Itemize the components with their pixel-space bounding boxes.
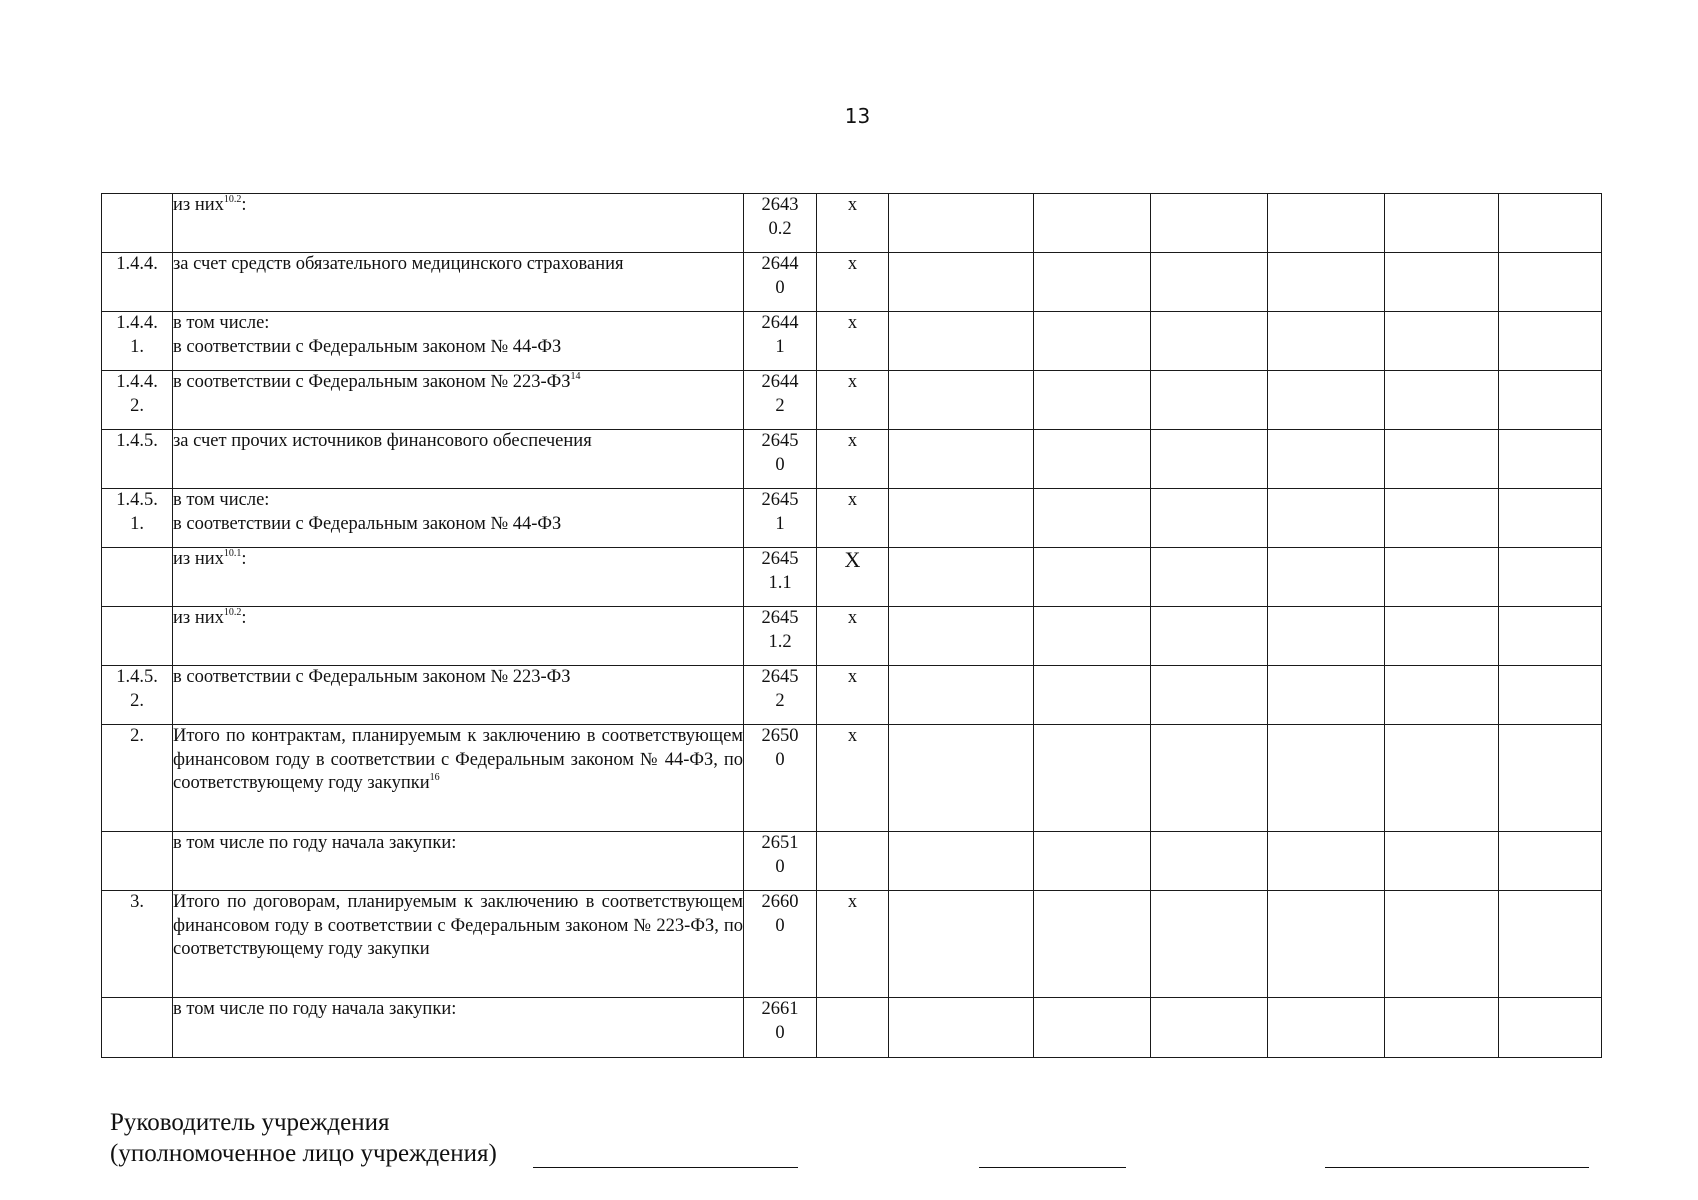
empty-value-cell — [1385, 548, 1499, 607]
row-description-line — [173, 336, 743, 360]
empty-value-cell — [1499, 430, 1602, 489]
row-code-part: 1.2 — [768, 631, 792, 652]
row-description-text: в соответствии с Федеральным законом № 44-ФЗ — [173, 336, 562, 357]
empty-value-cell — [1385, 998, 1499, 1058]
row-description-suffix: : — [241, 608, 247, 628]
row-code-part: 1.1 — [768, 572, 792, 593]
row-code-part: 2645 — [761, 431, 799, 451]
empty-value-cell — [1034, 430, 1151, 489]
row-code-part: 0 — [775, 454, 785, 475]
row-number-part: 1. — [130, 513, 144, 534]
row-number-cell — [102, 253, 173, 312]
row-number-cell — [102, 194, 173, 253]
row-description-line — [173, 489, 743, 513]
empty-value-cell — [1034, 371, 1151, 430]
row-number-cell — [102, 998, 173, 1058]
row-code-cell — [744, 312, 817, 371]
empty-value-cell — [1385, 891, 1499, 998]
row-code-part: 0 — [775, 277, 785, 298]
row-description-line — [173, 253, 743, 277]
data-table — [101, 193, 1602, 1058]
row-number-cell — [102, 607, 173, 666]
row-code-part: 2 — [775, 690, 785, 711]
empty-value-cell — [1034, 891, 1151, 998]
row-description-text: из них — [173, 195, 224, 215]
row-mark-cell: x — [817, 891, 889, 998]
row-code-cell — [744, 607, 817, 666]
empty-value-cell — [1151, 666, 1268, 725]
row-code-part: 0.2 — [768, 218, 792, 239]
row-code-cell — [744, 725, 817, 832]
row-number-part: 2. — [130, 395, 144, 416]
row-mark-cell — [817, 832, 889, 891]
row-description-cell — [173, 430, 744, 489]
row-code-cell — [744, 253, 817, 312]
row-code-part: 2 — [775, 395, 785, 416]
row-number-cell — [102, 891, 173, 998]
table-row — [102, 194, 1602, 253]
row-code-part: 2661 — [761, 999, 799, 1019]
empty-value-cell — [1268, 253, 1385, 312]
empty-value-cell — [1499, 371, 1602, 430]
empty-value-cell — [1034, 832, 1151, 891]
empty-value-cell — [1499, 725, 1602, 832]
row-description-text: Итого по контрактам, планируемым к заключению в соответствующем финансовом году в соответствии с Федеральным законом № 44-ФЗ, по соответствующему году закупки — [173, 726, 743, 793]
table-row — [102, 253, 1602, 312]
row-mark-cell: x — [817, 489, 889, 548]
empty-value-cell — [889, 312, 1034, 371]
empty-value-cell — [1151, 998, 1268, 1058]
empty-value-cell — [1385, 489, 1499, 548]
empty-value-cell — [1385, 194, 1499, 253]
row-mark-cell: x — [817, 371, 889, 430]
row-code-part: 2645 — [761, 667, 799, 687]
row-code-cell — [744, 430, 817, 489]
signature-title: Руководитель учреждения — [110, 1109, 390, 1136]
row-number-part: 2. — [130, 726, 144, 746]
row-code-cell — [744, 891, 817, 998]
empty-value-cell — [1034, 312, 1151, 371]
row-description-text: Итого по договорам, планируемым к заключению в соответствующем финансовом году в соответствии с Федеральным законом № 223-ФЗ, по соответствующему году закупки — [173, 892, 743, 959]
empty-value-cell — [1034, 998, 1151, 1058]
row-mark-cell: x — [817, 430, 889, 489]
empty-value-cell — [1034, 607, 1151, 666]
row-description-line — [173, 998, 743, 1022]
table-row — [102, 430, 1602, 489]
row-number-part: 1.4.4. — [116, 372, 158, 392]
empty-value-cell — [1151, 489, 1268, 548]
empty-value-cell — [1268, 312, 1385, 371]
page-number: 13 — [844, 104, 871, 128]
row-code-cell — [744, 998, 817, 1058]
table-row — [102, 607, 1602, 666]
footnote-ref: 16 — [429, 772, 440, 783]
row-code-part: 2644 — [761, 254, 799, 274]
row-description-suffix: : — [241, 549, 247, 569]
empty-value-cell — [1499, 666, 1602, 725]
empty-value-cell — [1268, 891, 1385, 998]
row-code-part: 2645 — [761, 490, 799, 510]
empty-value-cell — [889, 666, 1034, 725]
empty-value-cell — [1268, 194, 1385, 253]
empty-value-cell — [1151, 548, 1268, 607]
row-description-text: в том числе: — [173, 490, 270, 510]
empty-value-cell — [889, 725, 1034, 832]
row-description-cell — [173, 666, 744, 725]
row-code-part: 2644 — [761, 313, 799, 333]
row-description-line — [173, 194, 743, 218]
name-line — [1325, 1167, 1589, 1168]
row-description-cell — [173, 312, 744, 371]
empty-value-cell — [1268, 548, 1385, 607]
row-description-suffix: : — [241, 195, 247, 215]
empty-value-cell — [1499, 832, 1602, 891]
row-description-line — [173, 725, 743, 796]
row-code-part: 0 — [775, 915, 785, 936]
row-code-part: 1 — [775, 513, 785, 534]
row-description-line — [173, 548, 743, 572]
empty-value-cell — [1499, 891, 1602, 998]
empty-value-cell — [1385, 253, 1499, 312]
empty-value-cell — [1385, 832, 1499, 891]
row-number-cell — [102, 430, 173, 489]
row-number-cell — [102, 548, 173, 607]
table-row — [102, 725, 1602, 832]
empty-value-cell — [889, 548, 1034, 607]
row-mark-cell: x — [817, 312, 889, 371]
empty-value-cell — [1499, 607, 1602, 666]
footnote-ref: 14 — [570, 371, 581, 382]
table-row — [102, 832, 1602, 891]
empty-value-cell — [1499, 253, 1602, 312]
row-mark-cell: x — [817, 194, 889, 253]
row-description-cell — [173, 725, 744, 832]
row-code-part: 2643 — [761, 195, 799, 215]
footnote-ref: 10.2 — [223, 607, 242, 618]
row-number-cell — [102, 666, 173, 725]
row-mark-cell: X — [817, 548, 889, 607]
row-number-cell — [102, 312, 173, 371]
empty-value-cell — [889, 891, 1034, 998]
empty-value-cell — [1268, 430, 1385, 489]
row-code-part: 2645 — [761, 608, 799, 628]
row-number-cell — [102, 725, 173, 832]
row-number-part: 1.4.5. — [116, 667, 158, 687]
empty-value-cell — [1268, 725, 1385, 832]
empty-value-cell — [1034, 253, 1151, 312]
footnote-ref: 10.1 — [223, 548, 242, 559]
signature-line — [533, 1167, 798, 1168]
row-description-cell — [173, 998, 744, 1058]
row-description-text: в том числе по году начала закупки: — [173, 833, 457, 853]
empty-value-cell — [1385, 371, 1499, 430]
row-description-cell — [173, 194, 744, 253]
row-description-line — [173, 891, 743, 962]
empty-value-cell — [1034, 489, 1151, 548]
table-row — [102, 998, 1602, 1058]
row-mark-cell: x — [817, 666, 889, 725]
row-description-cell — [173, 371, 744, 430]
row-code-part: 2644 — [761, 372, 799, 392]
row-number-part: 1. — [130, 336, 144, 357]
signature-block — [110, 1107, 497, 1169]
empty-value-cell — [889, 430, 1034, 489]
table-body — [102, 194, 1602, 1058]
empty-value-cell — [1499, 489, 1602, 548]
row-mark-cell: x — [817, 607, 889, 666]
table-row — [102, 891, 1602, 998]
row-description-line — [173, 312, 743, 336]
row-mark-cell: x — [817, 725, 889, 832]
row-code-part: 2650 — [761, 726, 799, 746]
empty-value-cell — [1034, 194, 1151, 253]
row-code-part: 2660 — [761, 892, 799, 912]
row-description-cell — [173, 832, 744, 891]
row-description-cell — [173, 253, 744, 312]
row-code-part: 0 — [775, 856, 785, 877]
empty-value-cell — [1499, 548, 1602, 607]
row-description-text: в соответствии с Федеральным законом № 44-ФЗ — [173, 513, 562, 534]
empty-value-cell — [1268, 998, 1385, 1058]
row-number-part: 1.4.4. — [116, 254, 158, 274]
row-number-part: 1.4.4. — [116, 313, 158, 333]
row-code-cell — [744, 548, 817, 607]
empty-value-cell — [1151, 891, 1268, 998]
empty-value-cell — [889, 607, 1034, 666]
row-code-cell — [744, 194, 817, 253]
row-code-cell — [744, 489, 817, 548]
row-code-part: 0 — [775, 1022, 785, 1043]
empty-value-cell — [1385, 725, 1499, 832]
signature-short-line — [979, 1167, 1126, 1168]
row-description-line — [173, 666, 743, 690]
row-code-cell — [744, 832, 817, 891]
table-row — [102, 312, 1602, 371]
empty-value-cell — [1151, 371, 1268, 430]
table-row — [102, 548, 1602, 607]
empty-value-cell — [1151, 253, 1268, 312]
row-description-text: из них — [173, 549, 224, 569]
row-number-cell — [102, 371, 173, 430]
row-description-line — [173, 371, 743, 395]
empty-value-cell — [1499, 312, 1602, 371]
empty-value-cell — [889, 489, 1034, 548]
row-description-line — [173, 430, 743, 454]
row-number-part: 1.4.5. — [116, 490, 158, 510]
row-code-part: 2651 — [761, 833, 799, 853]
signature-subtitle: (уполномоченное лицо учреждения) — [110, 1140, 497, 1167]
empty-value-cell — [889, 253, 1034, 312]
empty-value-cell — [1151, 312, 1268, 371]
empty-value-cell — [1268, 666, 1385, 725]
row-description-text: из них — [173, 608, 224, 628]
empty-value-cell — [1034, 725, 1151, 832]
row-description-cell — [173, 607, 744, 666]
empty-value-cell — [1151, 725, 1268, 832]
row-description-text: в соответствии с Федеральным законом № 223-ФЗ — [173, 667, 571, 687]
empty-value-cell — [889, 194, 1034, 253]
footnote-ref: 10.2 — [223, 194, 242, 205]
row-code-part: 1 — [775, 336, 785, 357]
empty-value-cell — [1151, 607, 1268, 666]
empty-value-cell — [1499, 998, 1602, 1058]
row-code-cell — [744, 371, 817, 430]
table-row — [102, 666, 1602, 725]
empty-value-cell — [1268, 371, 1385, 430]
empty-value-cell — [889, 371, 1034, 430]
row-number-part: 3. — [130, 892, 144, 912]
empty-value-cell — [1499, 194, 1602, 253]
row-description-cell — [173, 489, 744, 548]
table-row — [102, 371, 1602, 430]
empty-value-cell — [1268, 489, 1385, 548]
row-code-part: 0 — [775, 749, 785, 770]
row-description-text: в том числе по году начала закупки: — [173, 999, 457, 1019]
empty-value-cell — [1151, 194, 1268, 253]
row-description-cell — [173, 548, 744, 607]
row-description-text: за счет средств обязательного медицинского страхования — [173, 254, 624, 274]
row-code-part: 2645 — [761, 549, 799, 569]
row-description-line — [173, 832, 743, 856]
empty-value-cell — [1385, 430, 1499, 489]
row-mark-cell: x — [817, 253, 889, 312]
empty-value-cell — [1385, 312, 1499, 371]
empty-value-cell — [1385, 607, 1499, 666]
row-description-line — [173, 607, 743, 631]
row-code-cell — [744, 666, 817, 725]
row-description-cell — [173, 891, 744, 998]
row-description-line — [173, 513, 743, 537]
empty-value-cell — [1268, 607, 1385, 666]
empty-value-cell — [1151, 832, 1268, 891]
table-row — [102, 489, 1602, 548]
row-description-text: в том числе: — [173, 313, 270, 333]
row-description-text: за счет прочих источников финансового обеспечения — [173, 431, 592, 451]
row-number-cell — [102, 489, 173, 548]
row-number-part: 2. — [130, 690, 144, 711]
empty-value-cell — [889, 832, 1034, 891]
row-description-text: в соответствии с Федеральным законом № 223-ФЗ — [173, 372, 571, 392]
empty-value-cell — [1034, 548, 1151, 607]
row-number-cell — [102, 832, 173, 891]
row-number-part: 1.4.5. — [116, 431, 158, 451]
empty-value-cell — [1385, 666, 1499, 725]
empty-value-cell — [889, 998, 1034, 1058]
row-mark-cell — [817, 998, 889, 1058]
empty-value-cell — [1151, 430, 1268, 489]
empty-value-cell — [1268, 832, 1385, 891]
empty-value-cell — [1034, 666, 1151, 725]
